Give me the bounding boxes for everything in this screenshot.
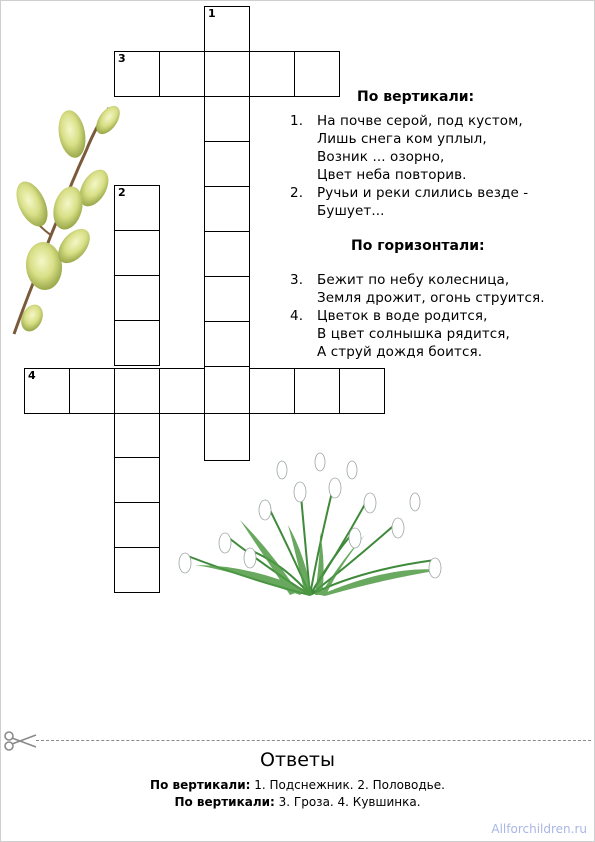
answers-text: 3. Гроза. 4. Кувшинка. <box>274 795 421 809</box>
clue-line: Лишь снега ком уплыл, <box>317 131 487 147</box>
crossword-cell-2-7[interactable] <box>114 457 160 503</box>
clue-line: А струй дождя боится. <box>317 344 483 360</box>
cut-line <box>36 740 591 741</box>
clue-number-1: 1 <box>208 7 216 20</box>
crossword-cell-1-6[interactable] <box>204 231 250 277</box>
horizontal-clues-list <box>290 271 545 361</box>
answers-label: По вертикали: <box>174 795 275 809</box>
answers-text: 1. Подснежник. 2. Половодье. <box>250 778 445 792</box>
clue-number: 3. <box>290 272 304 288</box>
clue-horizontal-4 <box>290 307 545 361</box>
clue-vertical-2 <box>290 184 528 220</box>
clue-line: Цветок в воде родится, <box>317 308 488 324</box>
crossword-cell-3-2[interactable] <box>159 51 205 97</box>
clue-line: На почве серой, под кустом, <box>317 113 523 129</box>
crossword-cell-4-7[interactable] <box>294 368 340 414</box>
vertical-clues-list <box>290 112 528 220</box>
answers-line-1 <box>0 778 595 793</box>
crossword-cell-4-2[interactable] <box>69 368 115 414</box>
clue-line: Бежит по небу колесница, <box>317 272 510 288</box>
clue-number: 4. <box>290 308 304 324</box>
clue-line: Бушует... <box>317 203 385 219</box>
clue-number-4: 4 <box>28 369 36 382</box>
pussy-willow-illustration <box>4 96 124 341</box>
clue-number: 1. <box>290 113 304 129</box>
crossword-cell-1-8[interactable] <box>204 321 250 367</box>
clue-number-2: 2 <box>118 186 126 199</box>
crossword-cell-1-1[interactable] <box>204 6 250 52</box>
crossword-cell-4-3[interactable] <box>114 368 160 414</box>
clue-number-3: 3 <box>118 52 126 65</box>
answers-title: Ответы <box>260 749 335 771</box>
scissors-icon <box>3 731 37 751</box>
clue-line: В цвет солнышка рядится, <box>317 326 510 342</box>
clue-number: 2. <box>290 185 304 201</box>
horizontal-clues-heading: По горизонтали: <box>351 238 485 254</box>
clue-line: Ручьи и реки слились везде - <box>317 185 529 201</box>
crossword-cell-1-3[interactable] <box>204 96 250 142</box>
crossword-cell-3-5[interactable] <box>294 51 340 97</box>
crossword-cell-2-9[interactable] <box>114 547 160 593</box>
crossword-cell-1-2[interactable] <box>204 51 250 97</box>
crossword-cell-4-8[interactable] <box>339 368 385 414</box>
answers-line-2 <box>0 795 595 810</box>
crossword-cell-1-4[interactable] <box>204 141 250 187</box>
snowdrops-illustration <box>170 440 465 600</box>
crossword-cell-1-5[interactable] <box>204 186 250 232</box>
crossword-cell-4-1[interactable] <box>24 368 70 414</box>
crossword-cell-2-6[interactable] <box>114 412 160 458</box>
crossword-cell-4-4[interactable] <box>159 368 205 414</box>
crossword-cell-3-1[interactable] <box>114 51 160 97</box>
clue-vertical-1 <box>290 112 528 184</box>
clue-line: Земля дрожит, огонь струится. <box>317 290 545 306</box>
site-watermark: Allforchildren.ru <box>491 822 587 836</box>
crossword-cell-1-7[interactable] <box>204 276 250 322</box>
vertical-clues-heading: По вертикали: <box>357 89 475 105</box>
crossword-cell-4-6[interactable] <box>249 368 295 414</box>
crossword-cell-4-5[interactable] <box>204 366 250 414</box>
answers-label: По вертикали: <box>150 778 251 792</box>
crossword-cell-2-8[interactable] <box>114 502 160 548</box>
clue-line: Возник ... озорно, <box>317 149 445 165</box>
clue-horizontal-3 <box>290 271 545 307</box>
clue-line: Цвет неба повторив. <box>317 167 467 183</box>
crossword-cell-3-4[interactable] <box>249 51 295 97</box>
